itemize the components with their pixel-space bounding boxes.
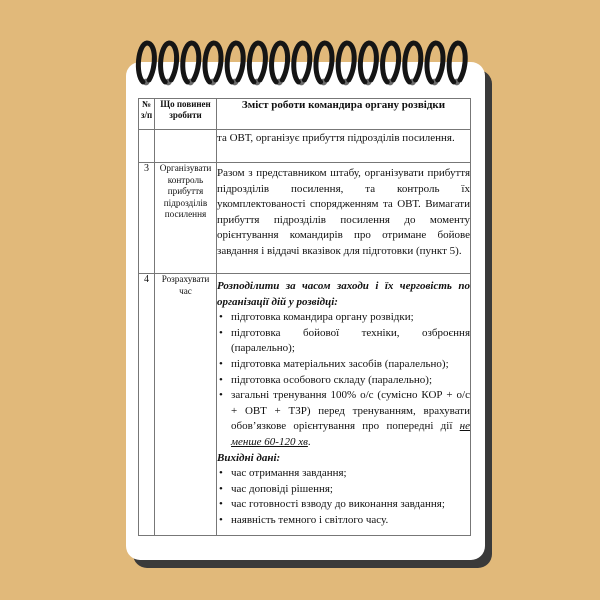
binding-ring (427, 43, 443, 85)
list-item: • час отримання завдання; (217, 466, 470, 482)
list-item (217, 388, 470, 450)
ring-wire (405, 43, 421, 82)
ring-wire (449, 43, 465, 82)
ring-wire (249, 43, 265, 82)
header-what-to-do: Що повинен зробити (155, 99, 217, 130)
task-organize-control: Організувати контроль прибуття підрозділів посилення (155, 163, 217, 274)
ring-wire (138, 43, 154, 82)
ring-wire (360, 43, 376, 82)
list-item: • підготовка матеріальних засобів (паралельно); (217, 357, 470, 373)
row4-content (217, 274, 471, 536)
ring-wire (338, 43, 354, 82)
training-text: загальні тренування 100% о/с (сумісно КОР + о/с + ОВТ + ТЗР) перед тренуванням, врахувати обов’язкове орієнтування про попередні дії (231, 389, 470, 433)
binding-ring (227, 43, 243, 85)
binding-ring (272, 43, 288, 85)
binding-ring (294, 43, 310, 85)
binding-ring (316, 43, 332, 85)
header-content: Зміст роботи командира органу розвідки (217, 99, 471, 130)
binding-ring (249, 43, 265, 85)
binding-ring (360, 43, 376, 85)
ring-wire (161, 43, 177, 82)
binding-ring (383, 43, 399, 85)
duration-emphasis: не менше 60-120 хв (231, 420, 470, 448)
procedure-table (138, 98, 471, 536)
table-header-row (139, 99, 471, 130)
binding-ring (183, 43, 199, 85)
ring-wire (316, 43, 332, 82)
ring-wire (427, 43, 443, 82)
header-number: № з/п (139, 99, 155, 130)
list-item: • наявність темного і світлого часу. (217, 513, 470, 529)
inputs-list (217, 466, 470, 528)
table-row (139, 274, 471, 536)
table-row (139, 130, 471, 163)
ring-wire (383, 43, 399, 82)
binding-ring (449, 43, 465, 85)
row-number-3: 3 (139, 163, 155, 274)
continuation-text: та ОВТ, організує прибуття підрозділів посилення. (217, 130, 471, 163)
list-item: • підготовка бойової техніки, озброєння (паралельно); (217, 326, 470, 357)
binding-ring (405, 43, 421, 85)
binding-ring (161, 43, 177, 85)
ring-wire (205, 43, 221, 82)
spiral-binding (126, 36, 485, 96)
row3-content: Разом з представником штабу, організувати прибуття підрозділів посилення, та контроль їх укомплектованості спорядженням та ОВТ. Вимагати прибуття підрозділів посилення до моменту орієнтування командирів про отримане бойове завдання і віддачі вказівок для підготовки (пункт 5). (217, 163, 471, 274)
binding-ring (205, 43, 221, 85)
preparation-list (217, 310, 470, 450)
ring-wire (294, 43, 310, 82)
training-end: . (307, 435, 311, 448)
list-item: • підготовка командира органу розвідки; (217, 310, 470, 326)
list-item: • підготовка особового складу (паралельно); (217, 373, 470, 389)
inputs-title: Вихідні дані: (217, 451, 281, 464)
binding-ring (338, 43, 354, 85)
row-number-4: 4 (139, 274, 155, 536)
ring-wire (272, 43, 288, 82)
binding-ring (138, 43, 154, 85)
ring-wire (227, 43, 243, 82)
list-item: • час доповіді рішення; (217, 482, 470, 498)
task-calculate-time: Розрахувати час (155, 274, 217, 536)
table-row (139, 163, 471, 274)
list-item: • час готовності взводу до виконання завдання; (217, 497, 470, 513)
row4-intro: Розподілити за часом заходи і їх черговість по організації дій у розвідці: (217, 280, 470, 308)
ring-wire (183, 43, 199, 82)
